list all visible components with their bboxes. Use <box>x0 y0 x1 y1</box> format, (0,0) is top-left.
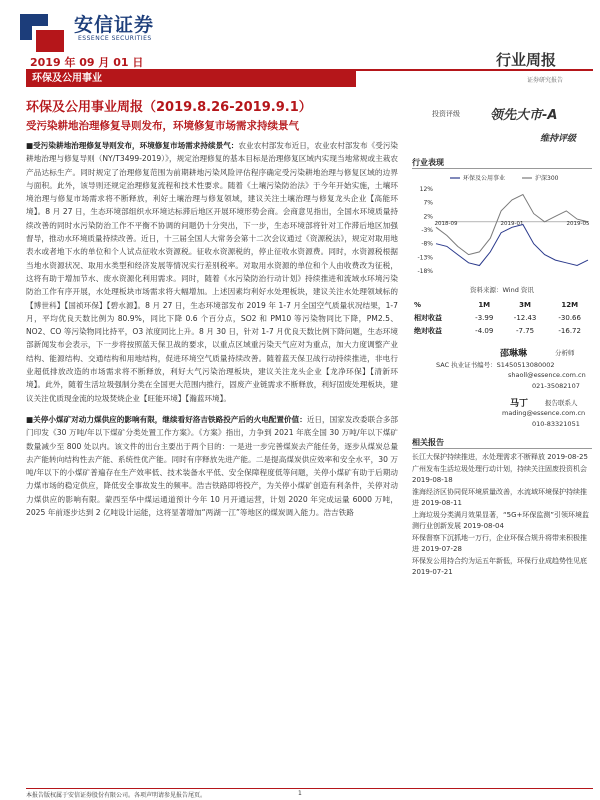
perf-header-12m: 12M <box>561 300 579 309</box>
analyst-2-name: 马丁 <box>510 399 529 409</box>
analyst-2-email[interactable]: mading@essence.com.cn <box>502 409 586 417</box>
sector-banner: 环保及公用事业 <box>26 71 356 87</box>
analyst-1-cert: SAC 执业证书编号：S1450513080002 <box>436 361 555 369</box>
y-tick-label: -13% <box>417 254 433 262</box>
table-row <box>412 324 592 337</box>
table-row <box>412 311 592 324</box>
y-tick-label: 12% <box>419 186 433 193</box>
report-subtitle: 受污染耕地治理修复导则发布，环境修复市场需求持续景气 <box>26 120 299 132</box>
performance-chart <box>412 171 592 281</box>
row-label: 相对收益 <box>414 313 442 322</box>
list-item[interactable]: 广州发布生活垃圾处理行动计划，持续关注固废投资机会 2019-08-18 <box>412 464 587 484</box>
performance-table <box>412 298 592 337</box>
report-date: 2019 年 09 月 01 日 <box>30 56 144 69</box>
report-body <box>26 139 398 519</box>
chart-source: 资料来源：Wind 资讯 <box>470 286 534 294</box>
x-tick-label: 2018-09 <box>434 220 458 227</box>
cell-1m: -4.09 <box>475 326 494 335</box>
analyst-1-name: 邵琳琳 <box>500 349 528 359</box>
y-tick-label: -18% <box>417 268 433 275</box>
cell-1m: -3.99 <box>475 313 494 322</box>
series-line-0 <box>436 225 588 266</box>
x-tick-label: 2019-05 <box>566 220 590 227</box>
cell-3m: -12.43 <box>513 313 537 322</box>
y-tick-label: 7% <box>423 199 433 207</box>
related-reports-list <box>412 452 592 579</box>
analyst-1-email[interactable]: shaoll@essence.com.cn <box>508 371 586 379</box>
perf-header-1m: 1M <box>478 300 491 309</box>
perf-section-divider <box>412 168 592 169</box>
perf-header-unit: % <box>414 300 422 309</box>
legend-label-0: 环保及公用事业 <box>463 175 506 182</box>
company-logo <box>14 10 76 54</box>
related-section-divider <box>412 448 592 449</box>
perf-section-title: 行业表现 <box>412 158 444 167</box>
y-tick-label: 2% <box>423 213 433 221</box>
paragraph-1-lead: ■受污染耕地治理修复导则发布，环境修复市场需求持续景气： <box>26 141 239 150</box>
cell-12m: -30.66 <box>558 313 581 322</box>
doc-subtype: 证券研究报告 <box>527 77 564 84</box>
report-title: 环保及公用事业周报（2019.8.26-2019.9.1） <box>26 100 312 115</box>
paragraph-2 <box>26 413 398 519</box>
footer-divider <box>26 788 593 789</box>
page-number: 1 <box>298 790 302 797</box>
footer-disclaimer: 本报告版权属于安信证券股份有限公司。各项声明请参见报告尾页。 <box>26 792 207 799</box>
perf-header-3m: 3M <box>519 300 531 309</box>
paragraph-1 <box>26 139 398 405</box>
analyst-2-role: 报告联系人 <box>545 399 578 407</box>
analyst-2-phone: 010-83321051 <box>532 420 580 428</box>
paragraph-2-text: 近日，国家发改委联合多部门印发《30 万吨/年以下煤矿分类处置工作方案》。《方案》指出，力争到 2021 年底全国 30 万吨/年以下煤矿数量减少至 800 处以内。该文件的出台主要出于两个目的：一是进一步完善煤炭去产能任务，逐步从煤炭总量去产能转向结构性去产能、系统性优产能。同时有序释放先进产能。二是提高煤炭供应效率和安全水平，30 万吨/年以下的小煤矿普遍存在生产效率低、技术装备水平低、安全保障程度低等问题，关停小煤矿有助于后期动力煤市场的稳定供应，降低安全事故发生的频率。浩吉铁路即将投产，为关停小煤矿创造有利条件，关停对动力煤供应的影响有限。蒙西至华中煤运通道预计今年 10 月开通运营，计划 2020 年完成运量 6000 万吨，2025 年前逐步达到 2 亿吨设计运能，这将显著增加“两湖一江”等地区的煤炭调入能力。浩吉铁路 <box>26 414 399 518</box>
legend-label-1: 沪深300 <box>535 175 559 182</box>
rating-maintain: 维持评级 <box>540 134 577 144</box>
analyst-1-phone: 021-35082107 <box>532 382 580 390</box>
list-item[interactable]: 上海垃圾分类满月效果显著，“5G+环保监测”引领环境监测行业创新发展 2019-08-04 <box>412 510 589 530</box>
rating-label: 投资评级 <box>432 110 460 118</box>
list-item[interactable]: 环保发公用持合约为运五年新低，环保行业成趋势性见底 2019-07-21 <box>412 556 587 576</box>
list-item[interactable]: 环保督察下沉抓地一万行，企业环保合规升将带来积极推进 2019-07-28 <box>412 533 587 553</box>
list-item[interactable]: 淮海经济区协同促环境质量改善，水流域环境保护持续推进 2019-08-11 <box>412 487 587 507</box>
analyst-1-role: 分析师 <box>555 349 575 357</box>
rating-value: 领先大市-A <box>490 108 558 123</box>
brand-name: 安信证券 <box>74 14 155 36</box>
brand-name-en: ESSENCE SECURITIES <box>78 35 152 42</box>
y-tick-label: -8% <box>421 240 433 248</box>
list-item[interactable]: 长江大保护持续推进，水处理需求不断释放 2019-08-25 <box>412 453 588 461</box>
cell-3m: -7.75 <box>516 326 535 335</box>
related-section-title: 相关报告 <box>412 438 444 447</box>
doc-type: 行业周报 <box>496 51 557 69</box>
row-label: 绝对收益 <box>414 326 442 335</box>
x-tick-label: 2019-01 <box>500 220 524 227</box>
cell-12m: -16.72 <box>558 326 581 335</box>
paragraph-2-lead: ■关停小煤矿对动力煤供应的影响有限，继续看好洛吉铁路投产后的火电配置价值： <box>26 414 307 424</box>
y-tick-label: -3% <box>421 227 433 234</box>
paragraph-1-text: 农业农村部发布近日，农业农村部发布《受污染耕地治理与修复导则（NY/T3499-2019）》，规定治理修复的基本目标是治理修复区域内实现当地常规或主栽农产品达标生产。同时规定了治理修复范围为前期耕地污染风险评估程序确定受污染耕地治理与修复区域的边界与面积。此外，该导则还规定治理修复流程和技术性要求。随着《土壤污染防治法》于今年开始实施，土壤环境治理与修复市场需求将不断释放，利好土壤治理与修复领域，建议关注土壤治理与修复龙头企业【高能环境】。8 月 27 日，生态环境部组织水环境达标滞后地区开展环境形势会商。会商意见指出，全国水环境质量持续改善的同时水污染防治工作不平衡不协调的问题仍十分突出，下一步，生态环境部将针对工作滞后地区加强督导，推动水环境质量持续改善。近日，十三届全国人大常务会第十二次会议通过《资源税法》，规定对取用地表水或者地下水的单位和个人试点征收水资源税。征收水资源税的，停止征收水资源费。同时，水资源税根据当地水资源状况、取用水类型和经济发展等情况实行差别税率。对取用水资源的单位和个人由收费改为征税，这将有助于增加节水、废水资源化利用需求。同时，随着《水污染防治行动计划》持续推进和流域水环境污染防治工作有序开展，水处理板块市场需求将大幅增加。上述因素均利好水处理板块，建议关注水处理领域标的【博世科】【国祯环保】【碧水源】。8 月 27 日，生态环境部发布 2019 年 1-7 月全国空气质量状况结果，1-7 月，平均优良天数比例为 80.9%，同比下降 0.6 个百分点，SO2 和 PM10 等污染物同比下降，PM2.5、NO2、CO 等污染物同比持平，O3 浓度同比上升。8 月 30 日，针对 1-7 月优良天数比例下降问题，生态环境部新闻发布会表示，下一步将按照蓝天保卫战的要求，以重点区域重污染天气应对为重点，加大力度调整产业结构、能源结构、交通结构和用地结构，促进环境空气质量持续改善。随着蓝天保卫战行动持续推进，非电行业超低排放改造的市场需求将不断释放，利好大气污染治理板块，建议关注龙头企业【龙净环保】【清新环境】。此外，随着生活垃圾强制分类在全国更大范围内推行，固废产业链需求不断释放，利好固废处理板块，建议关注优质现金流的垃圾焚烧企业【旺能环境】【瀚蓝环境】。 <box>26 141 399 403</box>
